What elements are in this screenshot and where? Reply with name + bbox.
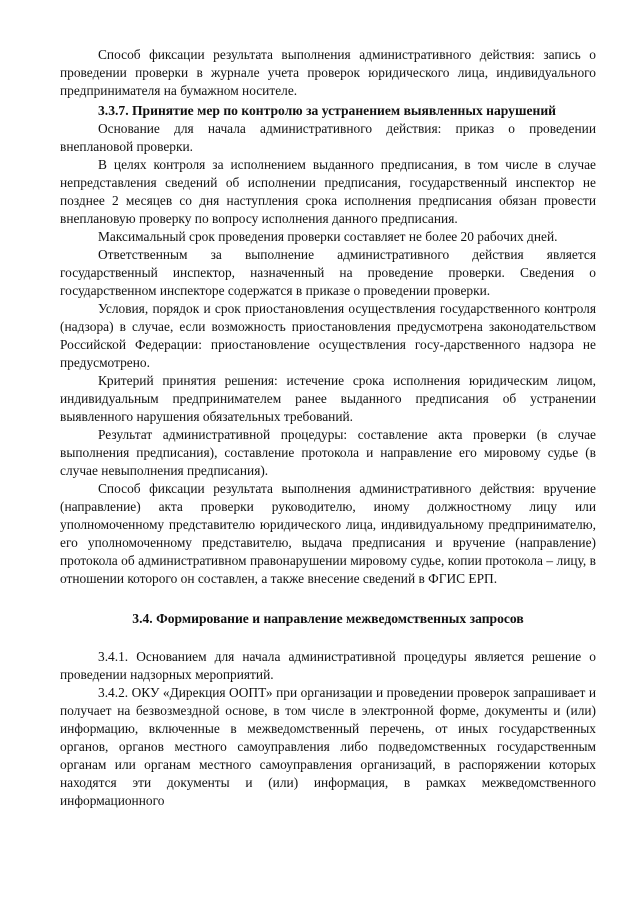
document-page bbox=[60, 46, 596, 810]
section-heading-3-4: 3.4. Формирование и направление межведомственных запросов bbox=[132, 611, 524, 626]
paragraph-fixation-method: Способ фиксации результата выполнения административного действия: вручение (направление) акта проверки руководителю, иному должностному лицу или уполномоченному представителю юридического лица, индивидуальному предпринимателю, его уполномоченному представителю, выдача предписания и вручение (направление) протокола об административном правонарушении мировому судье, копии протокола – лицу, в отношении которого он составлен, а также внесение сведений в ФГИС ЕРП. bbox=[60, 481, 596, 586]
paragraph-max-term: Максимальный срок проведения проверки составляет не более 20 рабочих дней. bbox=[98, 229, 558, 244]
paragraph-responsible: Ответственным за выполнение административного действия является государственный инспектор, назначенный на проведение проверки. Сведения о государственном инспекторе содержатся в приказе о проведении проверки. bbox=[60, 247, 596, 298]
paragraph-fixation-result: Способ фиксации результата выполнения административного действия: запись о проведении проверки в журнале учета проверок юридического лица, индивидуального предпринимателя на бумажном носителе. bbox=[60, 47, 596, 98]
paragraph-control-purpose: В целях контроля за исполнением выданного предписания, в том числе в случае непредставления сведений об исполнении предписания, государственный инспектор не позднее 2 месяцев со дня наступления срока исполнения предписания обязан провести внеплановую проверку по вопросу исполнения данного предписания. bbox=[60, 157, 596, 226]
paragraph-procedure-result: Результат административной процедуры: составление акта проверки (в случае выполнения предписания), составление протокола и направление его мировому судье (в случае невыполнения предписания). bbox=[60, 427, 596, 478]
paragraph-decision-criterion: Критерий принятия решения: истечение срока исполнения юридическим лицом, индивидуальным предпринимателем ранее выданного предписания об устранении выявленного нарушения обязательных требований. bbox=[60, 373, 596, 424]
paragraph-basis: Основание для начала административного действия: приказ о проведении внеплановой проверки. bbox=[60, 121, 596, 154]
section-heading-3-3-7: 3.3.7. Принятие мер по контролю за устранением выявленных нарушений bbox=[98, 103, 556, 118]
paragraph-3-4-1: 3.4.1. Основанием для начала административной процедуры является решение о проведении надзорных мероприятий. bbox=[60, 649, 596, 682]
paragraph-suspension-conditions: Условия, порядок и срок приостановления осуществления государственного контроля (надзора) в случае, если возможность приостановления предусмотрена законодательством Российской Федерации: приостановление осуществления госу-дарственного надзора не предусмотрено. bbox=[60, 301, 596, 370]
paragraph-3-4-2: 3.4.2. ОКУ «Дирекция ООПТ» при организации и проведении проверок запрашивает и получает на безвозмездной основе, в том числе в электронной форме, документы и (или) информацию, включенные в межведомственный перечень, от иных государственных органов, органов местного самоуправления либо подведомственных государственным органам или органам местного самоуправления организаций, в распоряжении которых находятся эти документы и (или) информация, в рамках межведомственного информационного bbox=[60, 685, 596, 808]
